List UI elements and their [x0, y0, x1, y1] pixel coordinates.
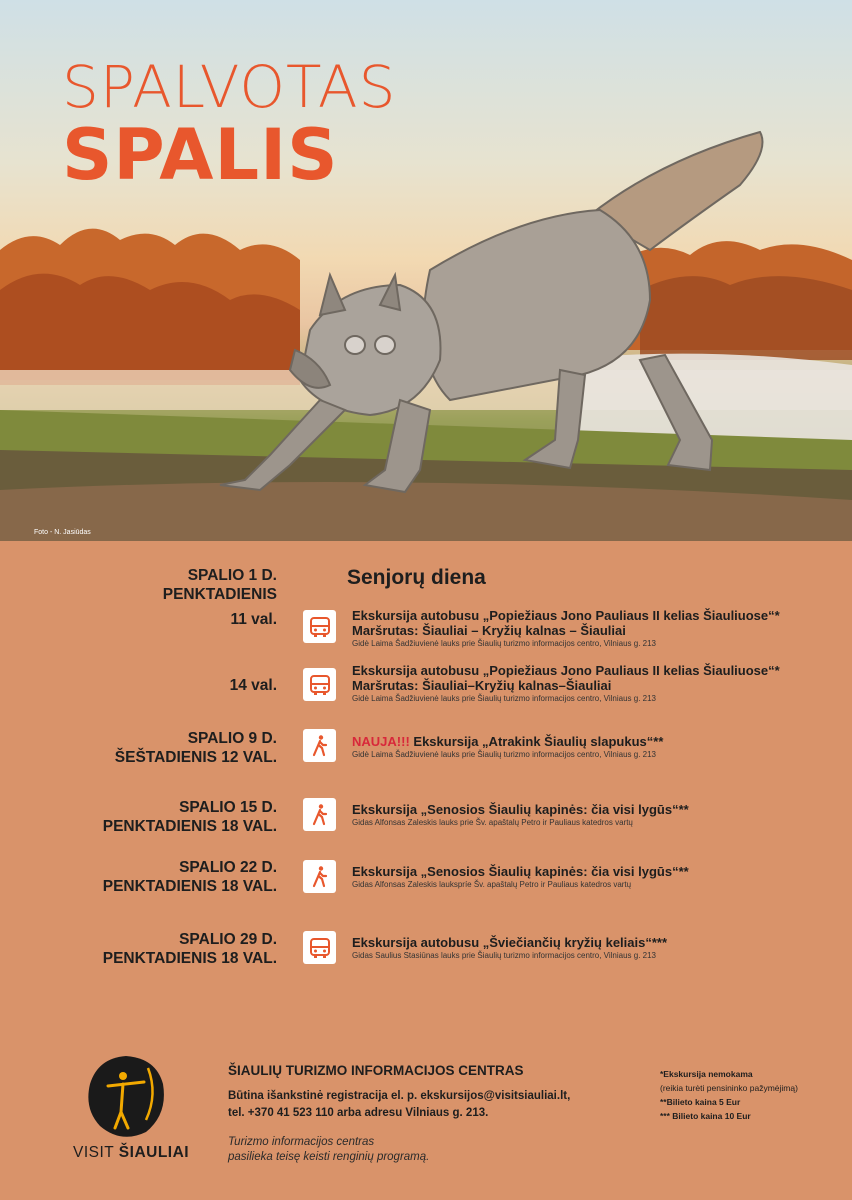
senior-day-title: Senjorų diena — [347, 566, 486, 589]
walking-person-icon — [303, 860, 336, 893]
title-line-1: SPALVOTAS — [62, 53, 397, 121]
time-label: 11 val. — [230, 611, 277, 628]
title-line-2: SPALIS — [62, 114, 339, 196]
weekday-label: PENKTADIENIS 18 VAL. — [102, 818, 277, 835]
event-title: Ekskursija autobusu „Šviečiančių kryžių keliais“*** — [352, 935, 668, 950]
bus-icon — [303, 931, 336, 964]
price-5: **Bilieto kaina 5 Eur — [660, 1097, 741, 1107]
price-notes — [660, 1067, 798, 1123]
weekday-label: ŠEŠTADIENIS 12 VAL. — [114, 749, 277, 766]
date-oct-29 — [103, 930, 277, 968]
event-title: Ekskursija autobusu „Popiežiaus Jono Pauliaus II kelias Šiauliuose“* — [352, 663, 780, 678]
registration-line-1: Būtina išankstinė registracija el. p. ekskursijos@visitsiauliai.lt, — [228, 1090, 571, 1102]
program-change-note — [228, 1135, 528, 1165]
event-guide: Gidas Saulius Stasiūnas lauks prie Šiaulių turizmo informacijos centro, Vilniaus g. 213 — [352, 951, 657, 960]
event-title: Ekskursija „Senosios Šiaulių kapinės: čia visi lygūs“** — [352, 864, 689, 879]
registration-info — [228, 1088, 628, 1122]
logo-wordmark — [73, 1144, 189, 1162]
price-10: *** Bilieto kaina 10 Eur — [660, 1111, 751, 1121]
time-label: 14 val. — [229, 677, 277, 694]
event-oct29 — [352, 935, 822, 962]
bus-icon — [303, 610, 336, 643]
registration-line-2: tel. +370 41 523 110 arba adresu Vilniaus g. 213. — [228, 1107, 489, 1119]
event-route: Maršrutas: Šiauliai – Kryžių kalnas – Šiauliai — [352, 623, 626, 638]
event-oct1-11 — [352, 608, 822, 650]
price-free: *Ekskursija nemokama — [660, 1069, 753, 1079]
weekday-label: PENKTADIENIS — [162, 586, 277, 603]
note-line-1: Turizmo informacijos centras — [228, 1136, 375, 1148]
logo-text-regular: VISIT — [73, 1144, 119, 1161]
weekday-label: PENKTADIENIS 18 VAL. — [102, 878, 277, 895]
walking-person-icon — [303, 729, 336, 762]
date-oct-15 — [103, 798, 277, 836]
event-guide: Gidė Laima Šadžiuvienė lauks prie Šiaulių turizmo informacijos centro, Vilniaus g. 213 — [352, 694, 657, 703]
event-oct9 — [352, 734, 822, 761]
event-guide: Gidė Laima Šadžiuvienė lauks prie Šiaulių turizmo informacijos centro, Vilniaus g. 213 — [352, 639, 657, 648]
date-oct-22 — [103, 858, 277, 896]
event-guide: Gidė Laima Šadžiuvienė lauks prie Šiaulių turizmo informacijos centro, Vilniaus g. 213 — [352, 750, 657, 759]
date-label: SPALIO 15 D. — [179, 799, 277, 816]
date-oct-1 — [163, 566, 277, 604]
event-oct22 — [352, 864, 822, 891]
organization-name: ŠIAULIŲ TURIZMO INFORMACIJOS CENTRAS — [228, 1063, 524, 1078]
price-free-note: (reikia turėti pensininko pažymėjimą) — [660, 1083, 798, 1093]
event-route: Maršrutas: Šiauliai–Kryžių kalnas–Šiauliai — [352, 678, 612, 693]
visit-siauliai-logo — [86, 1054, 166, 1138]
event-oct15 — [352, 802, 822, 829]
date-label: SPALIO 1 D. — [187, 567, 277, 584]
event-oct1-14 — [352, 663, 822, 705]
event-guide: Gidas Alfonsas Zaleskis lauks prie Šv. apaštalų Petro ir Pauliaus katedros vartų — [352, 818, 633, 827]
event-title: Ekskursija „Senosios Šiaulių kapinės: čia visi lygūs“** — [352, 802, 689, 817]
event-guide: Gidas Alfonsas Zaleskis laukspríe Šv. apaštalų Petro ir Pauliaus katedros vartų — [352, 880, 632, 889]
note-line-2: pasilieka teisę keisti renginių programą. — [228, 1151, 430, 1163]
hero-photo — [0, 0, 852, 541]
date-label: SPALIO 9 D. — [187, 730, 277, 747]
weekday-label: PENKTADIENIS 18 VAL. — [102, 950, 277, 967]
date-label: SPALIO 22 D. — [179, 859, 277, 876]
walking-person-icon — [303, 798, 336, 831]
date-label: SPALIO 29 D. — [179, 931, 277, 948]
photo-credit: Foto - N. Jasiūdas — [34, 529, 91, 536]
logo-text-bold: ŠIAULIAI — [118, 1144, 190, 1161]
bus-icon — [303, 668, 336, 701]
date-oct-9 — [115, 729, 277, 767]
event-title: Ekskursija „Atrakink Šiaulių slapukus“** — [409, 734, 664, 749]
event-title: Ekskursija autobusu „Popiežiaus Jono Pauliaus II kelias Šiauliuose“* — [352, 608, 780, 623]
new-badge: NAUJA!!! — [352, 734, 410, 749]
